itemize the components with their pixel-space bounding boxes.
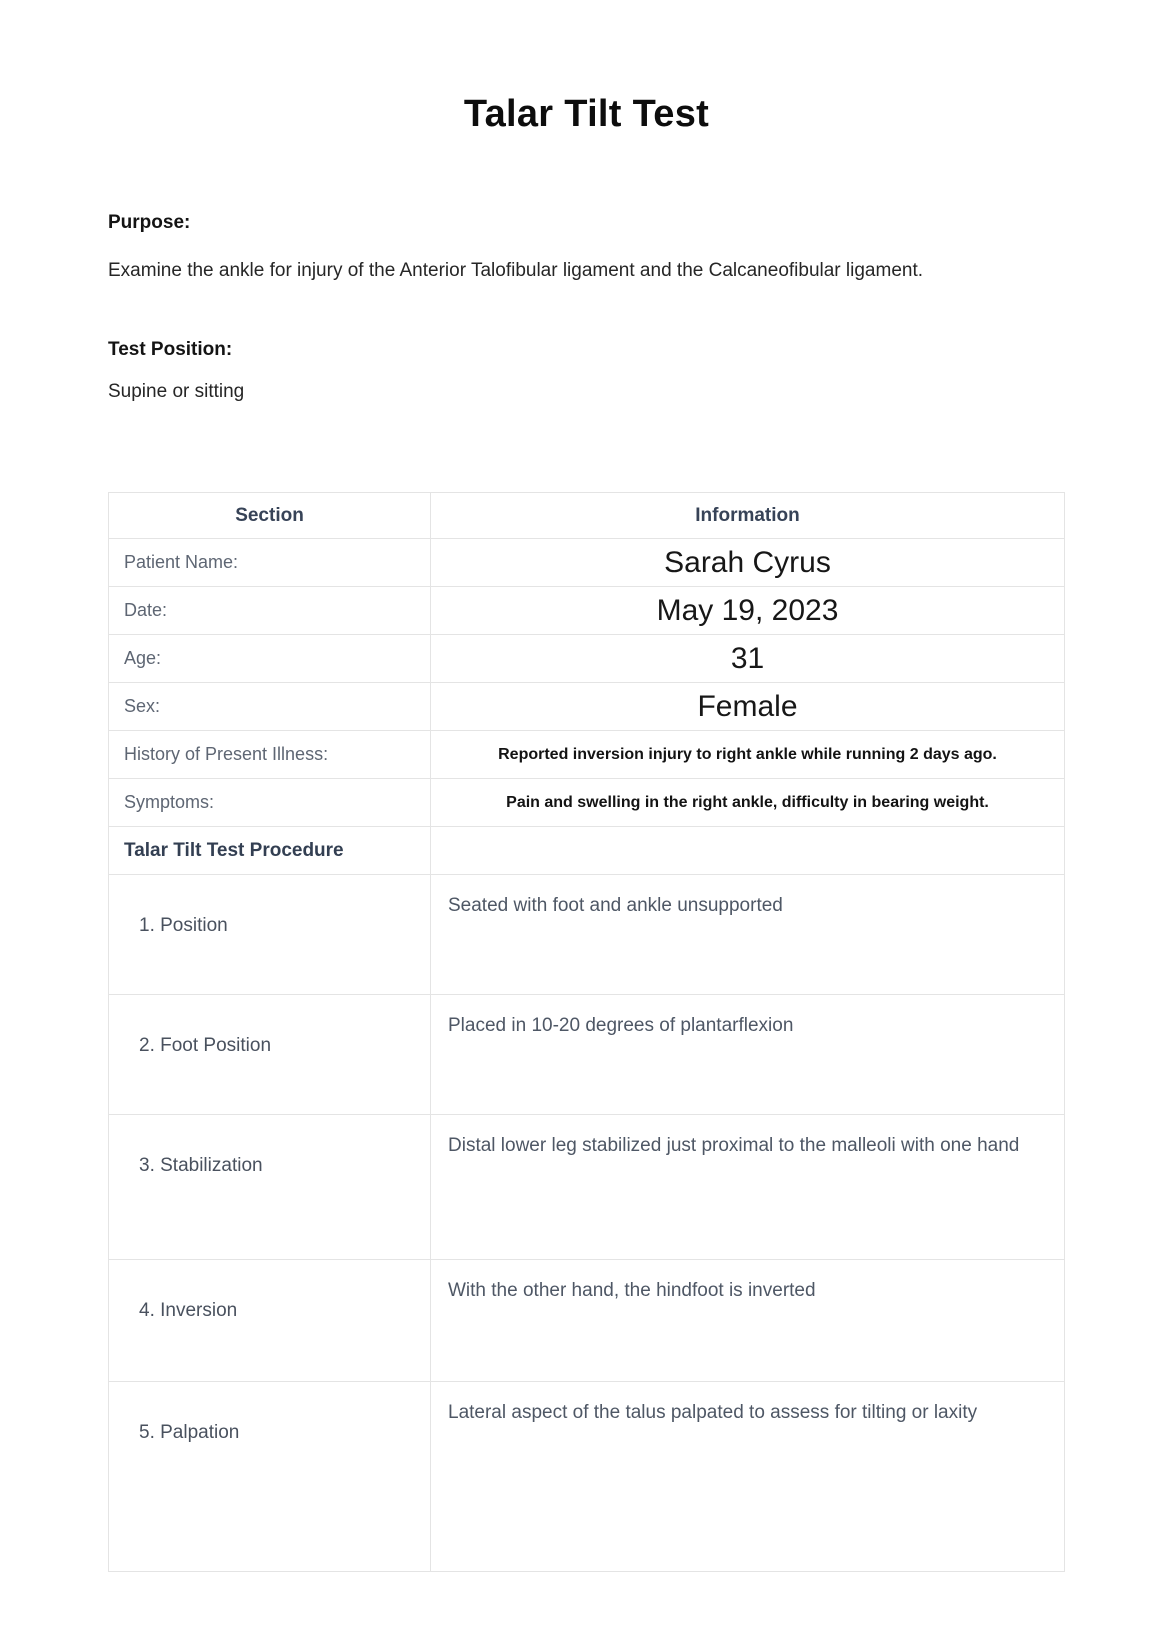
row-value: Placed in 10-20 degrees of plantarflexion xyxy=(431,995,1065,1115)
procedure-header-empty-cell xyxy=(431,827,1065,875)
purpose-heading: Purpose: xyxy=(108,212,191,233)
table-row-history xyxy=(109,731,1065,779)
row-value: 31 xyxy=(431,635,1065,683)
row-value: May 19, 2023 xyxy=(431,587,1065,635)
row-label: 4. Inversion xyxy=(109,1260,431,1382)
test-position-text: Supine or sitting xyxy=(108,381,245,402)
table-row-position xyxy=(109,875,1065,995)
row-value: Lateral aspect of the talus palpated to assess for tilting or laxity xyxy=(431,1382,1065,1572)
purpose-text: Examine the ankle for injury of the Anterior Talofibular ligament and the Calcaneofibular ligament. xyxy=(108,260,924,281)
table-row-stabilization xyxy=(109,1115,1065,1260)
table-row-symptoms xyxy=(109,779,1065,827)
row-label: Age: xyxy=(109,635,431,683)
test-position-heading: Test Position: xyxy=(108,339,233,360)
row-value: Reported inversion injury to right ankle while running 2 days ago. xyxy=(431,731,1065,779)
table-row-foot-position xyxy=(109,995,1065,1115)
procedure-header-row xyxy=(109,827,1065,875)
table-row-inversion xyxy=(109,1260,1065,1382)
row-value: Seated with foot and ankle unsupported xyxy=(431,875,1065,995)
row-label: 2. Foot Position xyxy=(109,995,431,1115)
table-row-age xyxy=(109,635,1065,683)
page-title: Talar Tilt Test xyxy=(463,93,710,135)
row-label: History of Present Illness: xyxy=(109,731,431,779)
row-label: 1. Position xyxy=(109,875,431,995)
row-value: Sarah Cyrus xyxy=(431,539,1065,587)
table-row-date xyxy=(109,587,1065,635)
row-value: Distal lower leg stabilized just proximal to the malleoli with one hand xyxy=(431,1115,1065,1260)
procedure-header-label: Talar Tilt Test Procedure xyxy=(109,827,431,875)
column-header-section: Section xyxy=(109,493,431,539)
column-header-information: Information xyxy=(431,493,1065,539)
row-label: 3. Stabilization xyxy=(109,1115,431,1260)
row-value: With the other hand, the hindfoot is inverted xyxy=(431,1260,1065,1382)
row-label: Symptoms: xyxy=(109,779,431,827)
table-header-row xyxy=(109,493,1065,539)
row-label: Sex: xyxy=(109,683,431,731)
table-row-palpation xyxy=(109,1382,1065,1572)
row-label: Date: xyxy=(109,587,431,635)
table-row-patient-name xyxy=(109,539,1065,587)
table-row-sex xyxy=(109,683,1065,731)
row-value: Pain and swelling in the right ankle, difficulty in bearing weight. xyxy=(431,779,1065,827)
row-label: 5. Palpation xyxy=(109,1382,431,1572)
row-label: Patient Name: xyxy=(109,539,431,587)
row-value: Female xyxy=(431,683,1065,731)
patient-info-table xyxy=(108,492,1065,1572)
